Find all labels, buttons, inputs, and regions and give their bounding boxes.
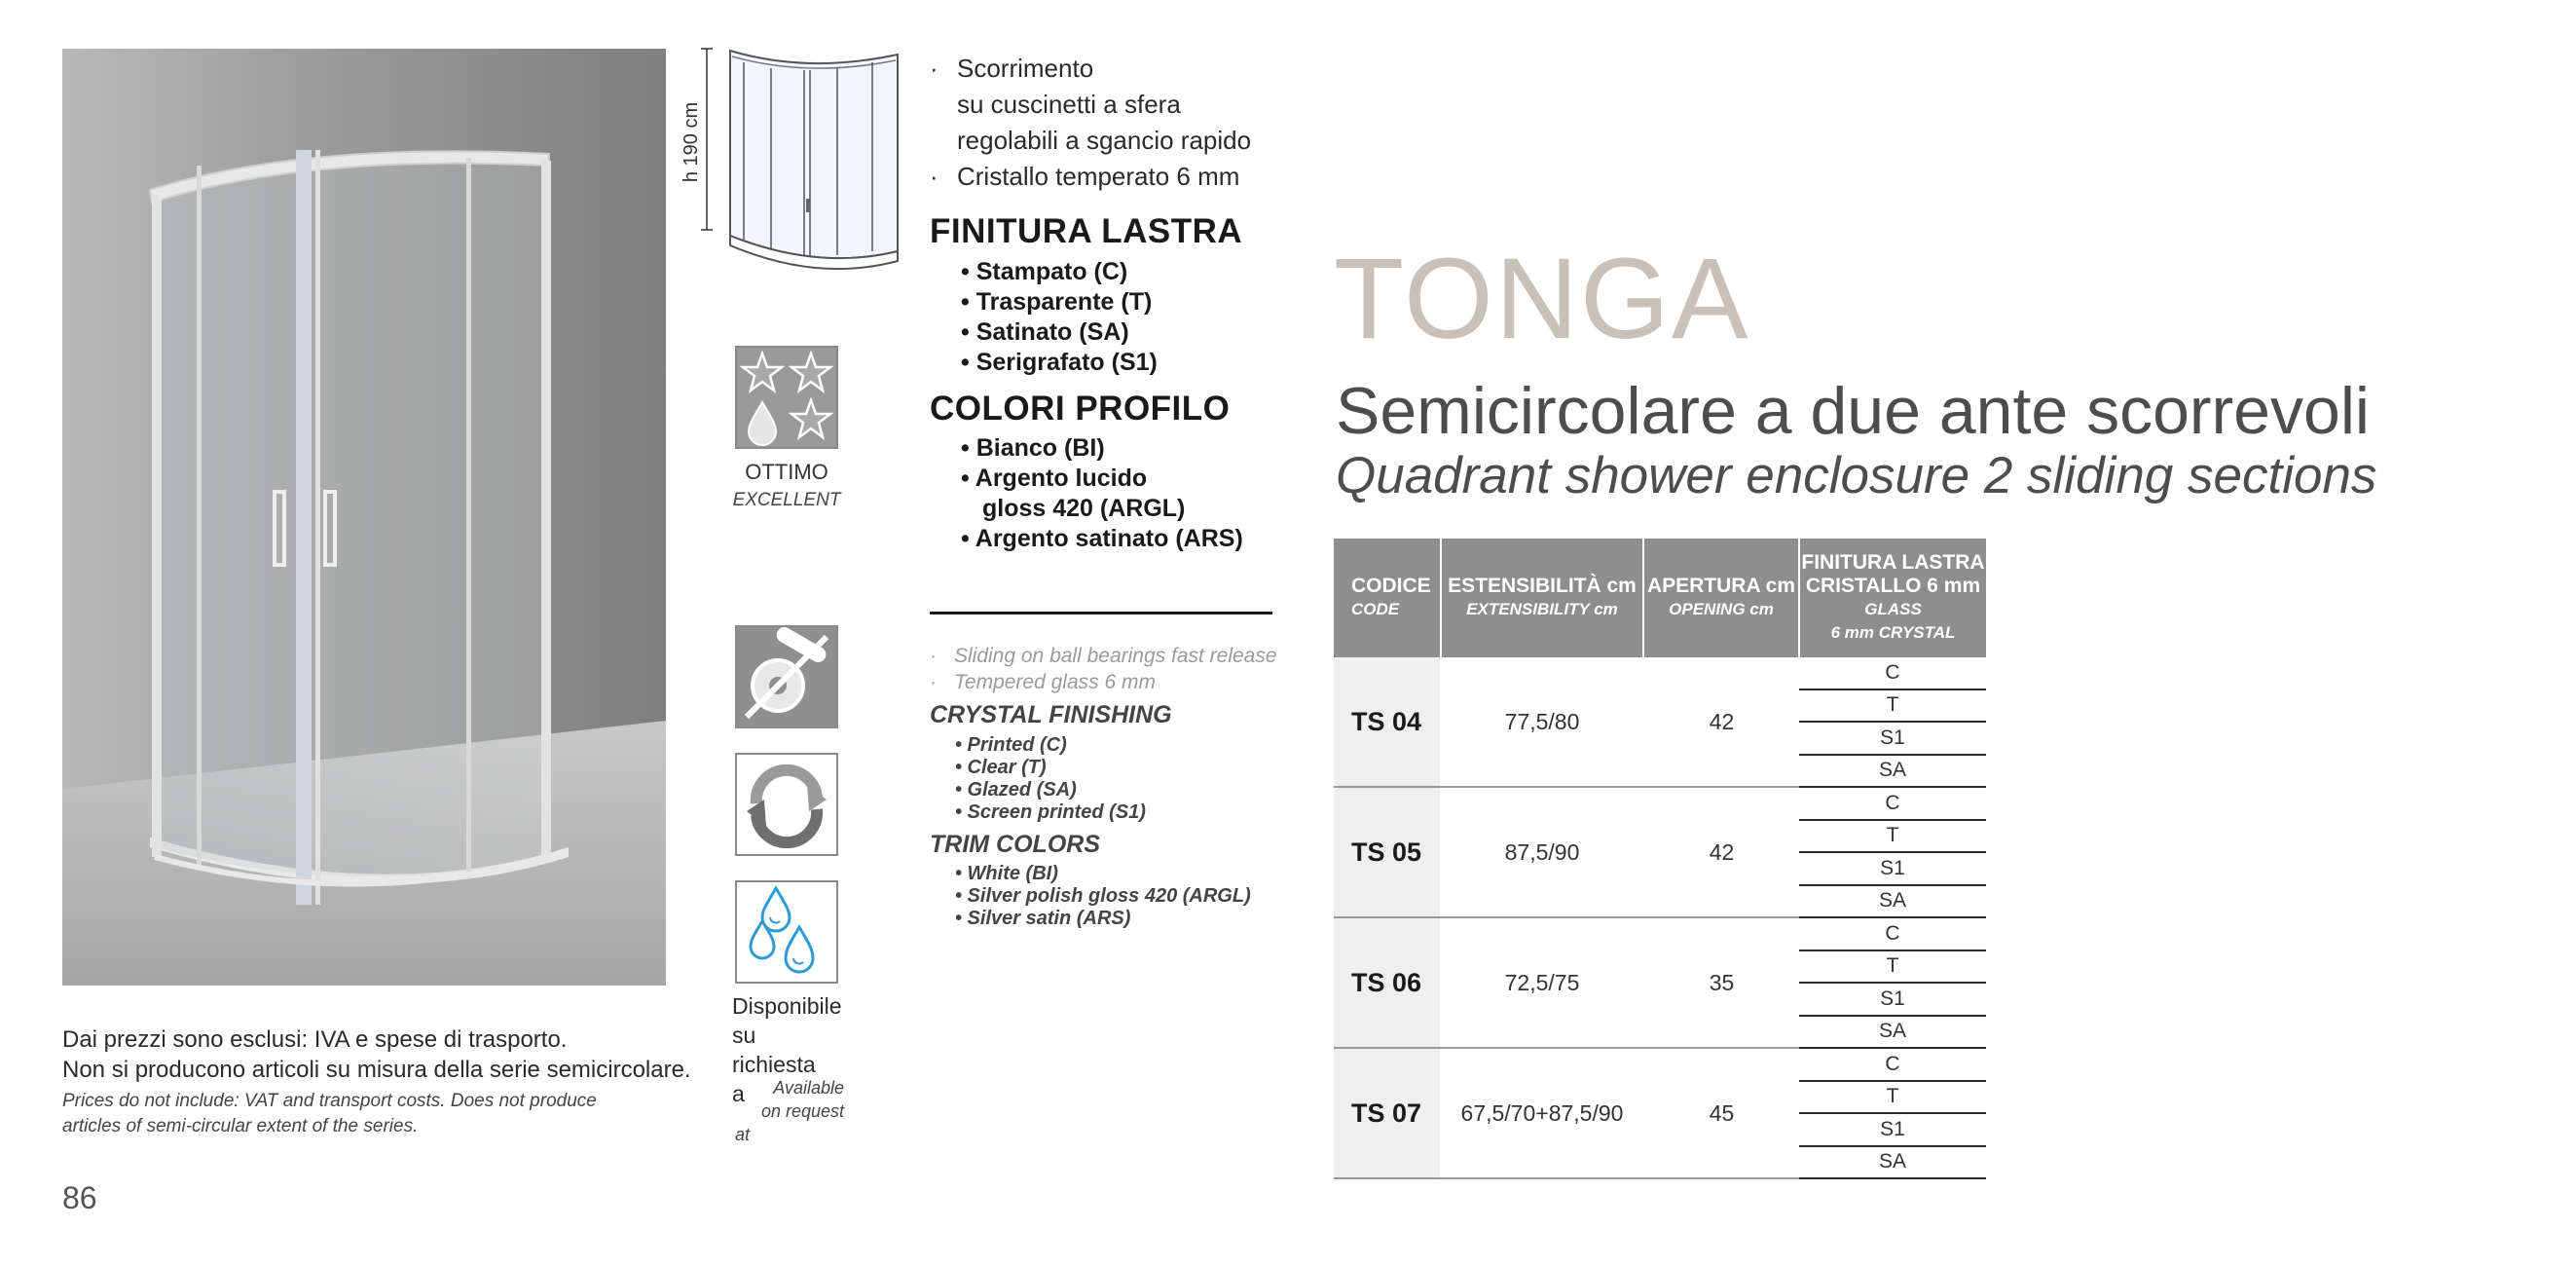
header-sublabel: GLASS xyxy=(1864,600,1922,618)
crystal-finishing-list xyxy=(930,734,1146,824)
bullet: · xyxy=(930,162,938,191)
finish-code: SA xyxy=(1799,1146,1986,1179)
price-note-english xyxy=(62,1089,597,1139)
finish-code: SA xyxy=(1799,755,1986,788)
quick-release-badge xyxy=(735,753,838,856)
feature-text: Scorrimento xyxy=(957,54,1094,83)
table-row xyxy=(1334,787,1986,820)
rating-badge xyxy=(735,346,838,449)
list-item: gloss 420 (ARGL) xyxy=(982,495,1186,522)
rotate-arrows-icon xyxy=(737,755,836,854)
finish-code: C xyxy=(1799,917,1986,950)
list-item: • Screen printed (S1) xyxy=(955,801,1146,823)
availability-line: Available xyxy=(773,1078,844,1098)
list-item: • Argento satinato (ARS) xyxy=(961,525,1243,552)
table-row xyxy=(1334,917,1986,950)
profile-colors-list xyxy=(930,433,1243,554)
opening-value: 45 xyxy=(1643,1048,1799,1178)
table-header-row xyxy=(1334,539,1986,657)
technical-drawing xyxy=(681,45,915,279)
glass-finish-list xyxy=(930,257,1158,378)
finish-code: SA xyxy=(1799,1016,1986,1049)
finish-code: S1 xyxy=(1799,852,1986,885)
product-photo xyxy=(62,49,666,986)
finish-code: S1 xyxy=(1799,1113,1986,1146)
price-note-line: Non si producono articoli su misura della serie semicircolare. xyxy=(62,1057,691,1083)
list-item: • Bianco (BI) xyxy=(961,434,1105,462)
list-item: • Serigrafato (S1) xyxy=(961,349,1158,376)
extensibility-value: 87,5/90 xyxy=(1441,787,1643,917)
product-code: TS 06 xyxy=(1334,917,1441,1048)
feature-text: Tempered glass 6 mm xyxy=(954,671,1156,693)
extensibility-value: 77,5/80 xyxy=(1441,657,1643,787)
list-item: • Silver satin (ARS) xyxy=(955,908,1131,929)
finish-code: C xyxy=(1799,657,1986,689)
opening-value: 35 xyxy=(1643,917,1799,1048)
trim-colors-list xyxy=(930,863,1251,930)
list-item: • Stampato (C) xyxy=(961,258,1128,285)
availability-line: Disponibile xyxy=(732,993,842,1019)
finish-code: T xyxy=(1799,950,1986,984)
section-divider xyxy=(930,612,1272,614)
page-number: 86 xyxy=(62,1180,97,1215)
column-header-code xyxy=(1334,539,1441,657)
availability-line: su richiesta xyxy=(732,1023,816,1077)
ball-bearings-badge xyxy=(735,625,838,728)
water-drops-icon xyxy=(737,882,836,982)
product-code: TS 07 xyxy=(1334,1048,1441,1178)
rating-label-english: EXCELLENT xyxy=(732,490,841,510)
list-item: • Printed (C) xyxy=(955,734,1067,756)
header-label: ESTENSIBILITÀ cm xyxy=(1448,575,1637,597)
height-label: h 190 cm xyxy=(681,101,702,183)
crystal-finishing-title: CRYSTAL FINISHING xyxy=(930,701,1172,728)
product-code: TS 05 xyxy=(1334,787,1441,917)
finish-code: C xyxy=(1799,787,1986,820)
table-row xyxy=(1334,657,1986,689)
list-item: • Argento lucido xyxy=(961,465,1148,492)
header-sublabel: CODE xyxy=(1351,600,1400,618)
table-row xyxy=(1334,1048,1986,1081)
feature-text: su cuscinetti a sfera xyxy=(957,90,1181,119)
feature-text: Cristallo temperato 6 mm xyxy=(957,162,1240,191)
features-list-english xyxy=(930,643,1277,695)
finish-code: T xyxy=(1799,1081,1986,1114)
product-name: TONGA xyxy=(1334,235,1750,363)
list-item: • White (BI) xyxy=(955,863,1058,884)
finish-code: S1 xyxy=(1799,722,1986,755)
opening-value: 42 xyxy=(1643,657,1799,787)
availability-note-english xyxy=(735,1076,844,1146)
bullet: · xyxy=(930,671,937,693)
header-label: FINITURA LASTRA xyxy=(1801,551,1985,574)
trim-colors-title: TRIM COLORS xyxy=(930,831,1100,858)
list-item: • Glazed (SA) xyxy=(955,779,1077,801)
header-label: CODICE xyxy=(1351,575,1431,597)
features-list-italian xyxy=(930,51,1251,195)
feature-text: Sliding on ball bearings fast release xyxy=(954,645,1277,667)
price-note-line: Prices do not include: VAT and transport costs. Does not produce xyxy=(62,1091,597,1111)
finish-code: SA xyxy=(1799,885,1986,918)
bullet: · xyxy=(930,645,937,667)
header-sublabel: EXTENSIBILITY cm xyxy=(1466,600,1618,618)
product-subtitle: Semicircolare a due ante scorrevoli xyxy=(1336,374,2371,448)
column-header-glass-finish xyxy=(1799,539,1986,657)
list-item: • Trasparente (T) xyxy=(961,288,1153,316)
product-table xyxy=(1334,539,1986,1179)
finish-code: T xyxy=(1799,689,1986,723)
extensibility-value: 67,5/70+87,5/90 xyxy=(1441,1048,1643,1178)
opening-value: 42 xyxy=(1643,787,1799,917)
header-sublabel: 6 mm CRYSTAL xyxy=(1830,623,1956,642)
water-badge xyxy=(735,880,838,984)
header-label: APERTURA cm xyxy=(1646,575,1796,597)
glass-finish-title: FINITURA LASTRA xyxy=(930,212,1243,250)
availability-line: on request xyxy=(760,1101,844,1121)
finish-code: T xyxy=(1799,820,1986,853)
bullet: · xyxy=(930,54,938,83)
header-label: CRISTALLO 6 mm xyxy=(1805,575,1981,597)
list-item: • Satinato (SA) xyxy=(961,318,1129,346)
column-header-opening xyxy=(1643,539,1799,657)
extensibility-value: 72,5/75 xyxy=(1441,917,1643,1048)
rating-label: OTTIMO xyxy=(745,460,828,484)
price-note-line: articles of semi-circular extent of the series. xyxy=(62,1116,419,1136)
finish-code: C xyxy=(1799,1048,1986,1081)
price-note-line: Dai prezzi sono esclusi: IVA e spese di trasporto. xyxy=(62,1026,568,1053)
finish-code: S1 xyxy=(1799,983,1986,1016)
header-sublabel: OPENING cm xyxy=(1669,600,1774,618)
price-note-italian xyxy=(62,1024,691,1085)
bearing-wheel-icon xyxy=(737,627,836,726)
availability-line: at xyxy=(735,1125,751,1144)
availability-line: a xyxy=(732,1081,745,1106)
product-subtitle-english: Quadrant shower enclosure 2 sliding sections xyxy=(1336,447,2377,504)
profile-colors-title: COLORI PROFILO xyxy=(930,390,1231,428)
product-code: TS 04 xyxy=(1334,657,1441,787)
stars-icon xyxy=(737,348,836,447)
list-item: • Silver polish gloss 420 (ARGL) xyxy=(955,885,1251,907)
feature-text: regolabili a sgancio rapido xyxy=(957,126,1252,155)
list-item: • Clear (T) xyxy=(955,757,1047,778)
column-header-extensibility xyxy=(1441,539,1643,657)
